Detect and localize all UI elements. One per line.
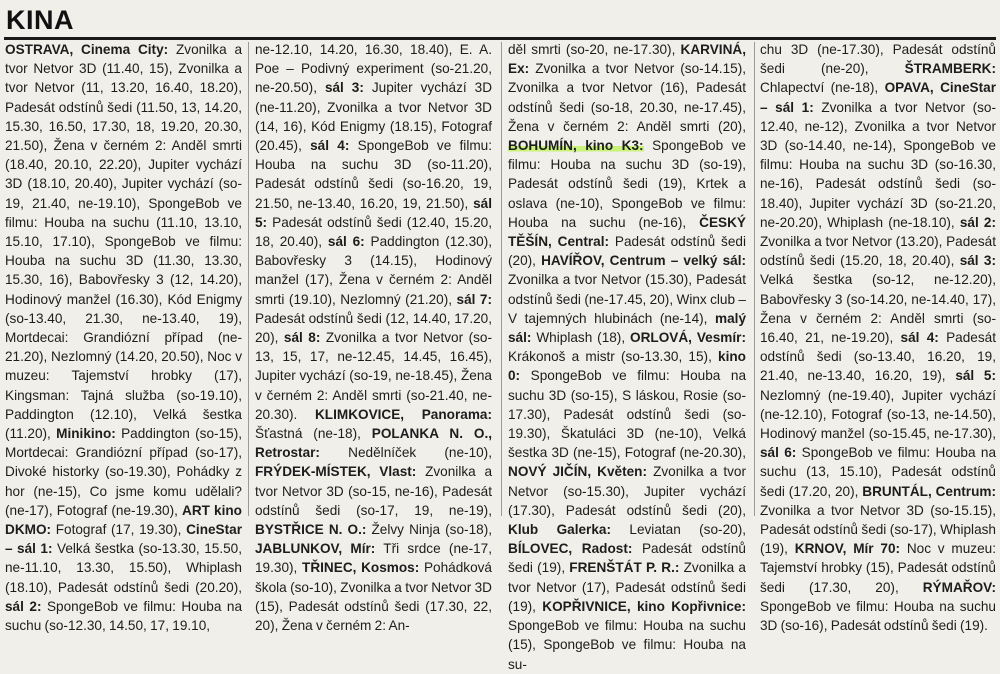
venue-label: sál 6: <box>760 445 797 461</box>
showtimes-text: SpongeBob ve filmu: Houba na suchu 3D (so-11.20), Padesát odstínů šedi (so-16.20, 19, 21.50, ne-13.40, 16.20, 19, 21.50), <box>255 138 493 211</box>
showtimes-text: ne-12.10, 14.20, 16.30, 18.40), E. A. Poe – Podivný experiment (so-21.20, ne-20.50), <box>255 42 492 96</box>
listing-column-2 <box>255 40 493 634</box>
showtimes-text: Jupiter vychází 3D (ne-11.20), Zvonilka a tvor Netvor 3D (14, 16), Kód Enigmy (18.15), Fotograf (20.45), <box>255 80 493 154</box>
venue-label: sál 4: <box>900 330 939 346</box>
showtimes-text: Zvonilka a tvor Netvor (13.20), Padesát odstínů šedi (15.20, 18, 20.40), <box>760 234 996 269</box>
showtimes-text: Paddington (12.30), Babovřesky 3 (14.15), Hodinový manžel (17), Žena v černém 2: Anděl smrti (19.10), Nezlomný (21.20), <box>255 234 493 307</box>
showtimes-text: Zvonilka a tvor Netvor (15.30), Padesát odstínů šedi (ne-17.45, 20), Winx club – V tajemných hlubinách (ne-14), <box>508 272 746 326</box>
listing-column-3 <box>508 40 747 672</box>
showtimes-text: SpongeBob ve filmu: Houba na suchu (13, 15.10), Padesát odstínů šedi (17.20, 20), <box>760 445 996 499</box>
showtimes-text: Zvonilka a tvor Netvor (17), Padesát odstínů šedi (19), <box>508 560 746 614</box>
showtimes-text: děl smrti (so-20, ne-17.30), <box>508 42 681 57</box>
listing-column-4 <box>760 40 997 634</box>
showtimes-text: Velká šestka (so-12, ne-12.20), Babovřesky 3 (so-14.20, ne-14.40, 17), Žena v černém 2: Anděl smrti (so-16.40, 21, ne-19.20), <box>760 272 996 346</box>
venue-label: KOPŘIVNICE, kino Kopřivnice: <box>542 598 746 614</box>
venue-label: sál 3: <box>324 80 364 96</box>
venue-label: BÍLOVEC, Radost: <box>508 541 633 557</box>
showtimes-text: Krákonoš a mistr (so-13.30, 15), <box>508 349 719 365</box>
venue-label: malý sál: <box>508 310 746 346</box>
showtimes-text: Paddington (so-15), Mortdecai: Grandiózní případ (so-17), Divoké historky (so-19.30), Pohádky z hor (ne-15), Co jsme komu udělali? (ne-17), Fotograf (ne-19.30), <box>5 426 242 518</box>
column-divider <box>754 42 755 516</box>
showtimes-text: Zvonilka a tvor Netvor (so-13, 15, 17, ne-12.45, 14.45, 16.45), Jupiter vychází (so-19, ne-18.45), Žena v černém 2: Anděl smrti (so-21.40, ne-20.30). <box>255 330 493 422</box>
column-text <box>255 40 492 635</box>
showtimes-text: SpongeBob ve filmu: Houba na suchu 3D (so-19), Padesát odstínů šedi (19), Krtek a oslava (ne-10), SpongeBob ve filmu: Houba na suchu (ne-16), <box>508 138 746 230</box>
venue-label: NOVÝ JIČÍN, Květen: <box>508 464 648 480</box>
venue-label: sál 8: <box>283 330 321 346</box>
showtimes-text: Zvonilka a tvor Netvor 3D (so-15, ne-16), Padesát odstínů šedi (so-17, 19, ne-19), <box>255 464 493 518</box>
venue-label: OSTRAVA, Cinema City: <box>5 42 169 57</box>
venue-label: sál 7: <box>456 291 493 307</box>
venue-label: RÝMAŘOV: <box>922 579 996 595</box>
venue-label: sál 6: <box>327 234 365 250</box>
showtimes-text: Velká šestka (so-13.30, 15.50, ne-11.10, 13.30, 15.50), Whiplash (18.10), Padesát odstínů šedi (20.20), <box>5 541 242 595</box>
showtimes-text: Nedělníček (ne-10), <box>319 445 492 461</box>
venue-label: CineStar – sál 1: <box>5 522 242 557</box>
venue-label: sál 3: <box>959 253 996 269</box>
column-divider <box>501 42 502 516</box>
showtimes-text: Šťastná (ne-18), <box>255 426 372 442</box>
column-divider <box>248 42 249 516</box>
listing-column-1 <box>5 40 243 634</box>
venue-label: ART kino DKMO: <box>5 502 242 538</box>
showtimes-text: Padesát odstínů šedi (20), <box>508 234 746 269</box>
venue-label: sál 4: <box>310 138 350 154</box>
venue-label: sál 2: <box>959 214 997 230</box>
venue-label: ŠTRAMBERK: <box>904 61 996 77</box>
venue-label: FRENŠTÁT P. R.: <box>569 560 680 576</box>
venue-label: BRUNTÁL, Centrum: <box>862 483 996 499</box>
showtimes-text: SpongeBob ve filmu: Houba na suchu (so-12.30, 14.50, 17, 19.10, <box>5 598 243 634</box>
showtimes-text: Pohádková škola (so-10), Zvonilka a tvor Netvor 3D (15), Padesát odstínů šedi (17.30, 22, 20), Žena v černém 2: An- <box>255 560 492 634</box>
section-header <box>0 0 1000 40</box>
venue-label: JABLUNKOV, Mír: <box>255 541 376 557</box>
column-text <box>5 40 242 635</box>
venue-label: TŘINEC, Kosmos: <box>302 560 420 576</box>
showtimes-text: Zvonilka a tvor Netvor (so-12.40, ne-12), Zvonilka a tvor Netvor 3D (so-14.40, ne-14), SpongeBob ve filmu: Houba na suchu 3D (so-16.30, ne-16), Padesát odstínů šedi (so-18.40), Jupiter vychází 3D (so-21.20, ne-20.20), Whiplash (ne-18.10), <box>760 99 996 230</box>
venue-label: kino 0: <box>508 349 746 384</box>
showtimes-text: Whiplash (18), <box>531 330 631 346</box>
showtimes-text: Noc v muzeu: Tajemství hrobky (15), Padesát odstínů šedi (17.30, 20), <box>760 541 996 595</box>
showtimes-text: Zvonilka a tvor Netvor (so-15.30), Jupiter vychází (17.30), Padesát odstínů šedi (20), <box>508 464 747 518</box>
showtimes-text: Padesát odstínů šedi (12, 14.40, 17.20, 20), <box>255 310 492 346</box>
showtimes-text: Leviatan (so-20), <box>611 522 746 538</box>
showtimes-text: chu 3D (ne-17.30), Padesát odstínů šedi (ne-20), <box>760 42 996 77</box>
venue-label: sál 5: <box>255 195 492 230</box>
section-title: KINA <box>6 5 74 35</box>
venue-label: HAVÍŘOV, Centrum – velký sál: <box>541 253 746 269</box>
venue-label: ORLOVÁ, Vesmír: <box>630 330 746 346</box>
venue-label: sál 2: <box>5 598 42 614</box>
venue-label: KARVINÁ, Ex: <box>508 42 746 77</box>
showtimes-text: Fotograf (17, 19.30), <box>51 522 187 538</box>
venue-label: BOHUMÍN, kino K3: <box>508 138 644 154</box>
showtimes-text: SpongeBob ve filmu: Houba na suchu 3D (so-15), S láskou, Rosie (so-17.30), Padesát odstínů šedi (so-19.30), Škatuláci 3D (ne-10), Velká šestka 3D (ne-15), Fotograf (ne-20.30), <box>508 368 746 461</box>
venue-label: BYSTŘICE N. O.: <box>255 522 367 538</box>
venue-label: sál 5: <box>955 368 997 384</box>
venue-label: KRNOV, Mír 70: <box>794 541 901 557</box>
venue-label: OPAVA, CineStar – sál 1: <box>760 80 996 115</box>
showtimes-text: Padesát odstínů šedi (12.40, 15.20, 18, 20.40), <box>255 214 492 250</box>
showtimes-text: Chlapectví (ne-18), <box>760 80 885 96</box>
venue-label: KLIMKOVICE, Panorama: <box>314 406 492 422</box>
venue-label: ČESKÝ TĚŠÍN, Central: <box>508 214 746 250</box>
showtimes-text: Zvonilka a tvor Netvor 3D (so-15.15), Padesát odstínů šedi (so-17), Whiplash (19), <box>760 502 996 557</box>
showtimes-text: Zvonilka a tvor Netvor 3D (11.40, 15), Zvonilka a tvor Netvor (11, 13.20, 16.40, 18.20), Padesát odstínů šedi (11.50, 13, 14.20, 15.30, 16.50, 17.30, 18, 19.20, 20.30, 21.50), Žena v černém 2: Anděl smrti (18.40, 20.10, 22.20), Jupiter vychází 3D (18.10, 20.40), Jupiter vychází (so-19, 21.40, ne-19.10), SpongeBob ve filmu: Houba na suchu (11.10, 13.10, 15.10, 17.10), SpongeBob ve filmu: Houba na suchu 3D (11.30, 13.30, 15.30, 16), Babovřesky 3 (12, 14.20), Hodinový manžel (16.30), Kód Enigmy (so-13.40, 21.30, ne-13.40, 19), Mortdecai: Grandiózní případ (ne-21.20), Nezlomný (14.20, 20.50), Noc v muzeu: Tajemství hrobky (17), Kingsman: Tajná služba (so-19.10), Paddington (12.10), Velká šestka (11.20), <box>5 42 243 442</box>
column-text <box>760 40 996 635</box>
venue-label: Minikino: <box>56 426 116 442</box>
showtimes-text: Padesát odstínů šedi (19), <box>508 541 746 576</box>
showtimes-text: Padesát odstínů šedi (so-13.40, 16.20, 19, 21.40, ne-13.40, 16.20, 19), <box>760 330 996 384</box>
showtimes-text: SpongeBob ve filmu: Houba na suchu (15), SpongeBob ve filmu: Houba na su- <box>508 618 746 672</box>
showtimes-text: Tři srdce (ne-17, 19.30), <box>255 541 492 576</box>
venue-label: FRÝDEK-MÍSTEK, Vlast: <box>255 464 417 480</box>
column-text <box>508 40 746 674</box>
venue-label: Klub Galerka: <box>508 522 611 538</box>
venue-label: POLANKA N. O., Retrostar: <box>255 426 492 461</box>
showtimes-text: Želvy Ninja (so-18), <box>366 522 492 538</box>
showtimes-text: SpongeBob ve filmu: Houba na suchu 3D (so-16), Padesát odstínů šedi (19). <box>760 598 996 634</box>
showtimes-text: Nezlomný (ne-19.40), Jupiter vychází (ne-12.10), Fotograf (so-13, ne-14.50), Hodinový manžel (so-15.45, ne-17.30), <box>760 387 996 442</box>
showtimes-text: Zvonilka a tvor Netvor (so-14.15), Zvonilka a tvor Netvor (16), Padesát odstínů šedi (so-18, 20.30, ne-17.45), Žena v černém 2: Anděl smrti (20), <box>508 61 746 134</box>
